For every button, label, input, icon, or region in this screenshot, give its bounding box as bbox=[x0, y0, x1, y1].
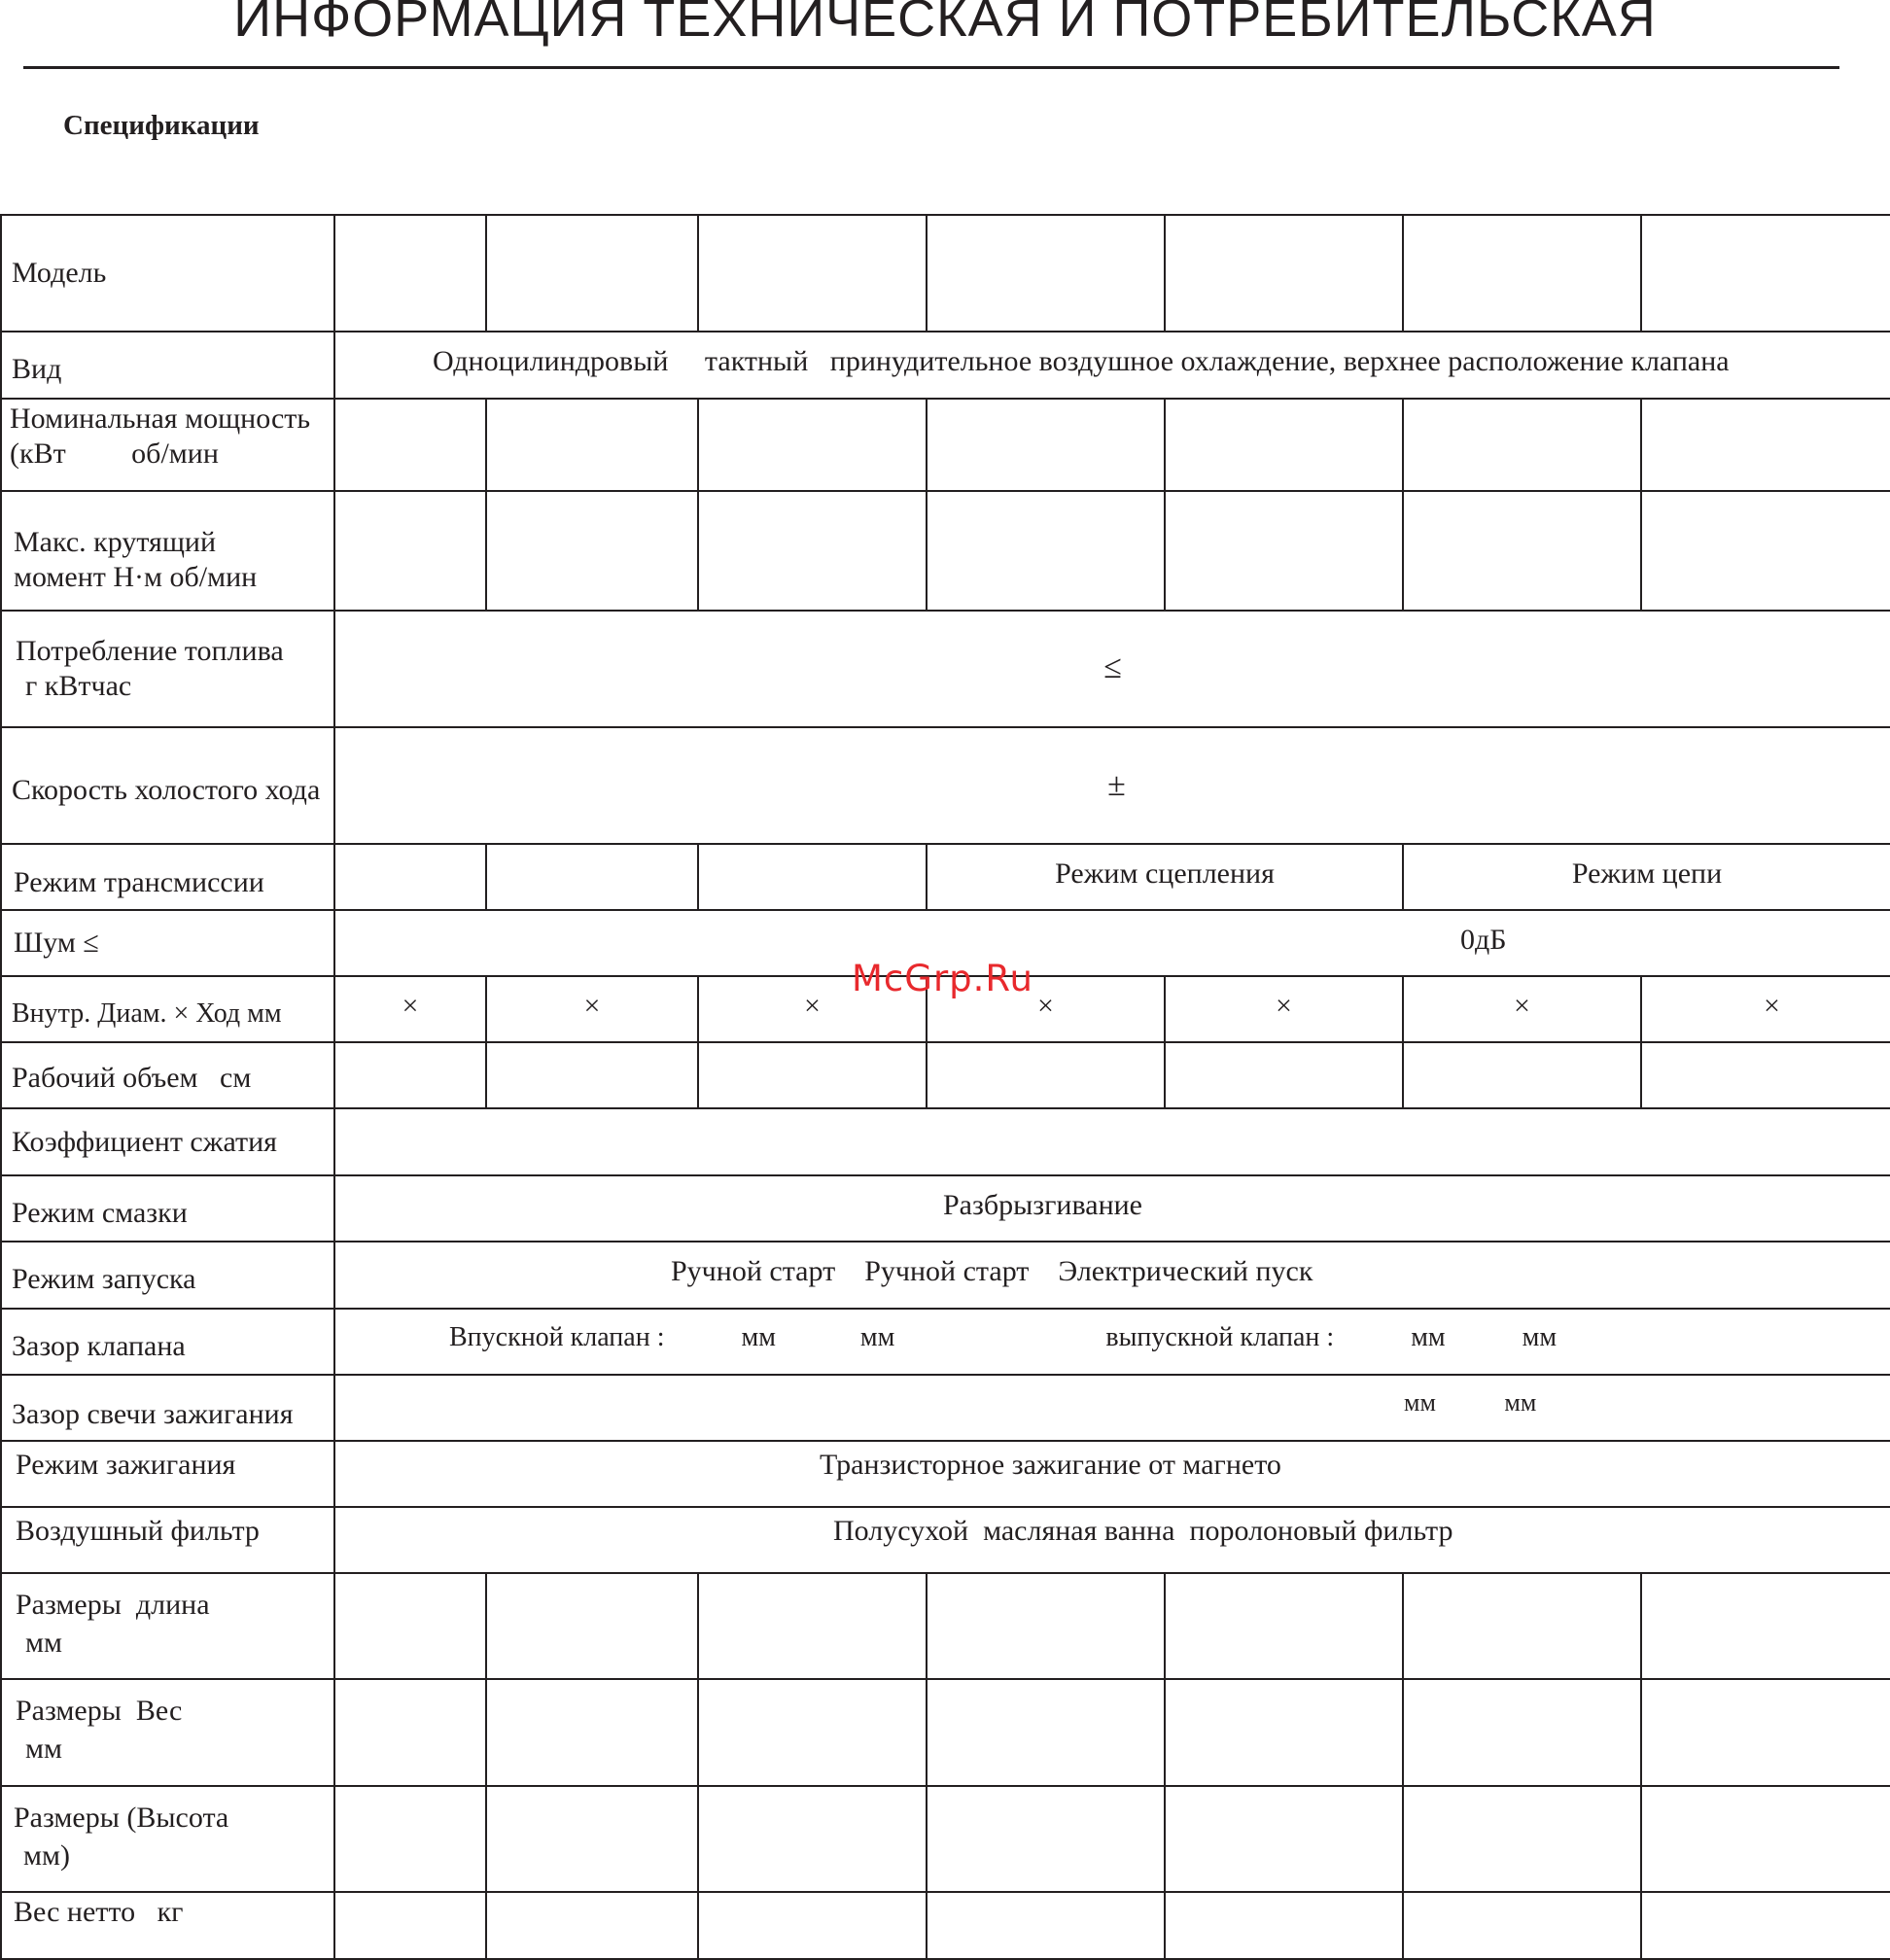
row-label-type: Вид bbox=[1, 332, 334, 399]
idle-value: ± bbox=[334, 727, 1890, 844]
table-row-type bbox=[1, 332, 1890, 399]
row-label-fuel: Потребление топлива г кВтчас bbox=[1, 611, 334, 727]
row-label-air-filter: Воздушный фильтр bbox=[1, 1507, 334, 1573]
row-label-valve: Зазор клапана bbox=[1, 1309, 334, 1375]
row-label-bore: Внутр. Диам. × Ход мм bbox=[1, 976, 334, 1042]
bore-cell: × bbox=[334, 976, 486, 1042]
table-row-weight-dimension bbox=[1, 1679, 1890, 1785]
table-row-spark bbox=[1, 1375, 1890, 1441]
table-row-power bbox=[1, 399, 1890, 491]
row-label-compression: Коэффициент сжатия bbox=[1, 1108, 334, 1174]
title-divider bbox=[23, 66, 1839, 69]
bore-cell: × bbox=[486, 976, 698, 1042]
row-label-lubrication: Режим смазки bbox=[1, 1175, 334, 1242]
table-row-net-weight bbox=[1, 1892, 1890, 1959]
row-label-noise: Шум ≤ bbox=[1, 910, 334, 976]
page-title: ИНФОРМАЦИЯ ТЕХНИЧЕСКАЯ И ПОТРЕБИТЕЛЬСКАЯ bbox=[233, 0, 1657, 48]
watermark: McGrp.Ru bbox=[852, 958, 1033, 999]
table-row-compression bbox=[1, 1108, 1890, 1174]
ignition-value: Транзисторное зажигание от магнето bbox=[334, 1441, 1890, 1507]
row-label-net-weight: Вес нетто кг bbox=[1, 1892, 334, 1959]
row-label-start: Режим запуска bbox=[1, 1242, 334, 1309]
spark-gap-value: мм мм bbox=[334, 1375, 1890, 1441]
table-row-transmission bbox=[1, 844, 1890, 910]
bore-cell: × bbox=[698, 976, 927, 1042]
table-row-fuel bbox=[1, 611, 1890, 727]
fuel-value: ≤ bbox=[334, 611, 1890, 727]
table-row-lubrication bbox=[1, 1175, 1890, 1242]
row-label-power: Номинальная мощность (кВт об/мин bbox=[1, 399, 334, 491]
clutch-mode-value: Режим сцепления bbox=[927, 844, 1403, 910]
bore-cell: × bbox=[1403, 976, 1641, 1042]
row-label-length: Размеры длина мм bbox=[1, 1573, 334, 1679]
table-row-length bbox=[1, 1573, 1890, 1679]
table-row-model bbox=[1, 215, 1890, 332]
table-row-ignition bbox=[1, 1441, 1890, 1507]
section-heading: Спецификации bbox=[63, 110, 260, 141]
start-mode-value: Ручной старт Ручной старт Электрический пуск bbox=[334, 1242, 1890, 1309]
specifications-table bbox=[0, 214, 1890, 1960]
row-label-idle: Скорость холостого хода bbox=[1, 727, 334, 844]
row-label-weight-dimension: Размеры Вес мм bbox=[1, 1679, 334, 1785]
table-row-idle bbox=[1, 727, 1890, 844]
table-row-valve bbox=[1, 1309, 1890, 1375]
row-label-model: Модель bbox=[1, 215, 334, 332]
bore-cell: × bbox=[1641, 976, 1890, 1042]
table-row-air-filter bbox=[1, 1507, 1890, 1573]
row-label-spark: Зазор свечи зажигания bbox=[1, 1375, 334, 1441]
chain-mode-value: Режим цепи bbox=[1403, 844, 1890, 910]
valve-clearance-value: Впускной клапан : мм мм выпускной клапан : мм мм bbox=[334, 1309, 1890, 1375]
engine-type-value: Одноцилиндровый тактный принудительное воздушное охлаждение, верхнее расположение клапана bbox=[334, 332, 1890, 399]
row-label-transmission: Режим трансмиссии bbox=[1, 844, 334, 910]
table-row-displacement bbox=[1, 1042, 1890, 1108]
table-row-torque bbox=[1, 491, 1890, 610]
row-label-ignition: Режим зажигания bbox=[1, 1441, 334, 1507]
air-filter-value: Полусухой масляная ванна поролоновый фильтр bbox=[334, 1507, 1890, 1573]
table-row-start bbox=[1, 1242, 1890, 1309]
row-label-height: Размеры (Высота мм) bbox=[1, 1786, 334, 1892]
row-label-displacement: Рабочий объем см bbox=[1, 1042, 334, 1108]
lubrication-value: Разбрызгивание bbox=[334, 1175, 1890, 1242]
noise-value: 0дБ bbox=[334, 910, 1890, 976]
table-row-height bbox=[1, 1786, 1890, 1892]
bore-cell: × bbox=[927, 976, 1165, 1042]
bore-cell: × bbox=[1165, 976, 1403, 1042]
row-label-torque: Макс. крутящий момент Н·м об/мин bbox=[1, 491, 334, 610]
